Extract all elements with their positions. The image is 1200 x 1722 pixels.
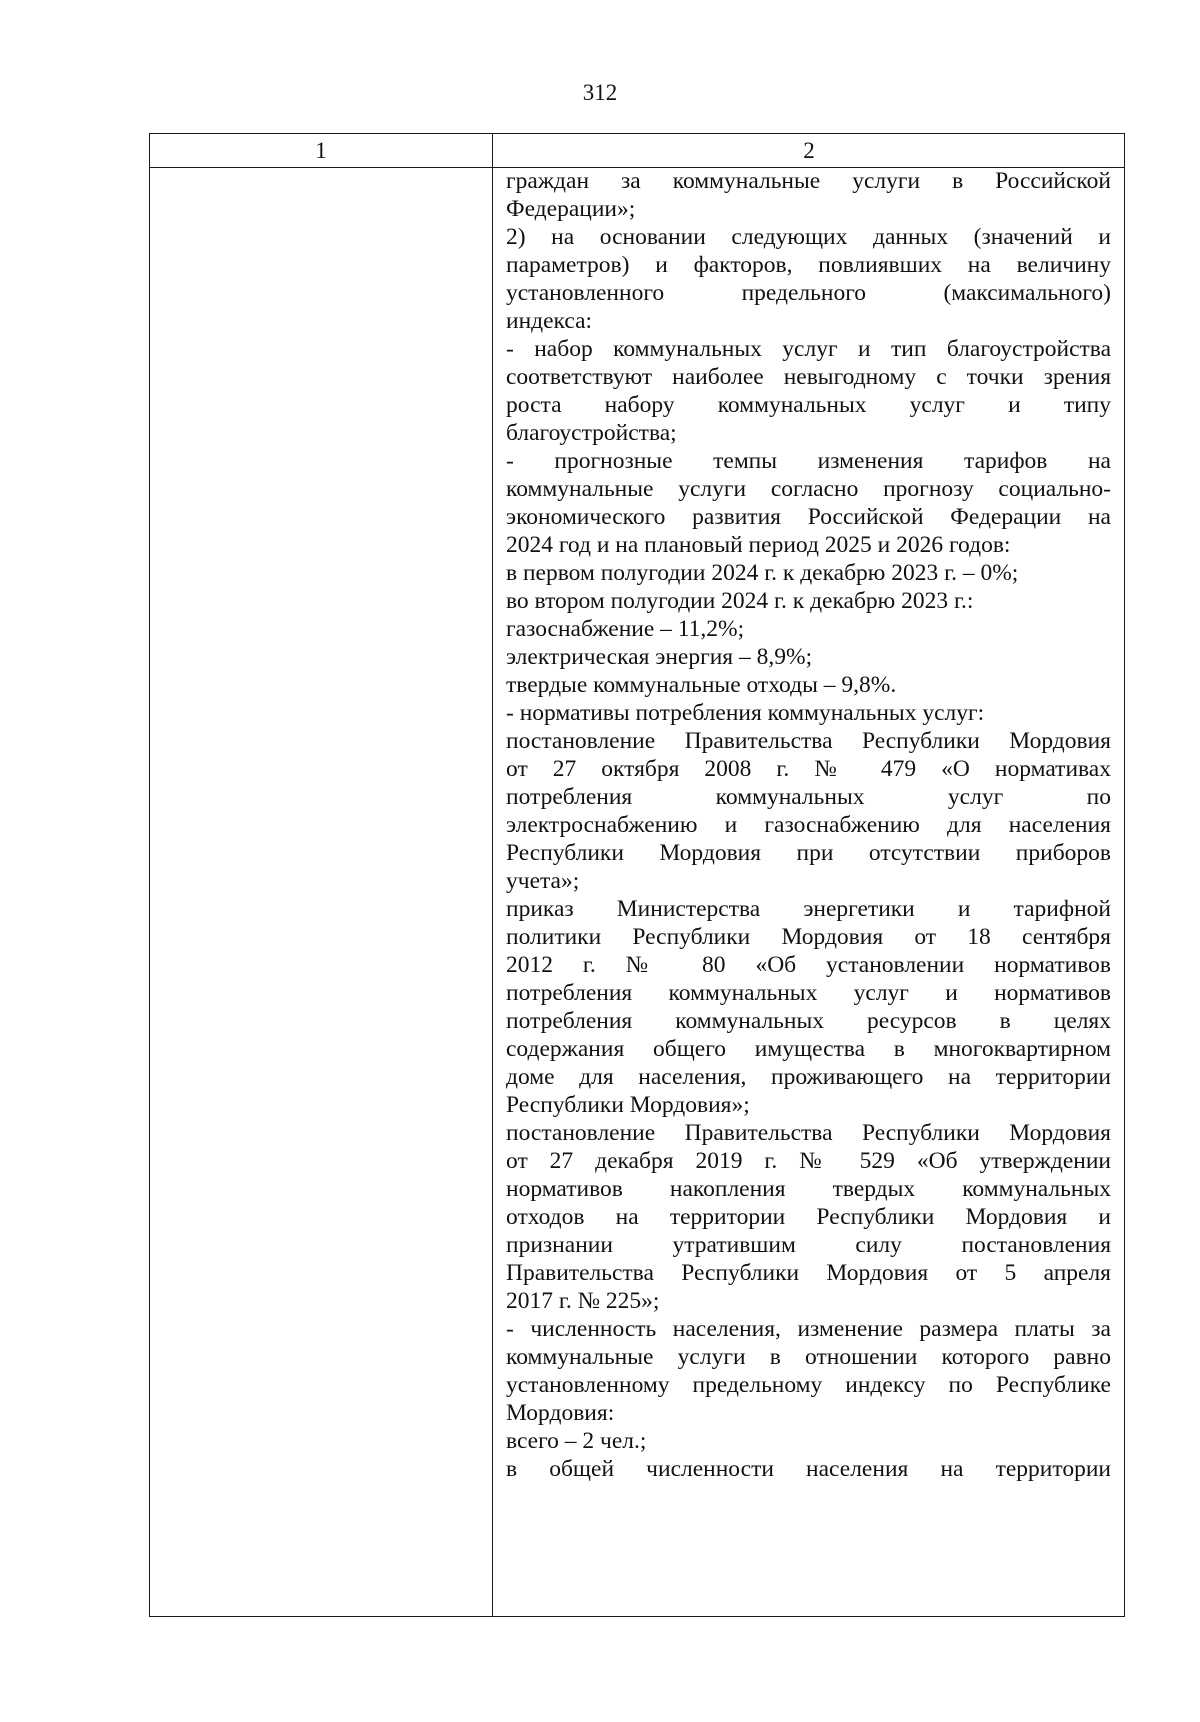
text-line: нормативов накопления твердых коммунальных	[506, 1176, 1111, 1202]
text-line: всего – 2 чел.;	[506, 1428, 647, 1454]
text-line: 2017 г. № 225»;	[506, 1288, 660, 1314]
text-line: 2024 год и на плановый период 2025 и 2026 годов:	[506, 532, 1011, 558]
column-header-1: 1	[315, 138, 327, 163]
text-line: 2) на основании следующих данных (значений и	[506, 224, 1111, 250]
text-line: отходов на территории Республики Мордовия и	[506, 1204, 1111, 1230]
text-line: соответствуют наиболее невыгодному с точки зрения	[506, 364, 1111, 390]
text-line: потребления коммунальных ресурсов в целях	[506, 1008, 1111, 1034]
text-line: постановление Правительства Республики Мордовия	[506, 728, 1111, 754]
text-line: потребления коммунальных услуг и нормативов	[506, 980, 1111, 1006]
text-line: электроснабжению и газоснабжению для населения	[506, 812, 1111, 838]
text-line: политики Республики Мордовия от 18 сентября	[506, 924, 1111, 950]
text-line: содержания общего имущества в многоквартирном	[506, 1036, 1111, 1062]
text-line: Мордовия:	[506, 1400, 615, 1426]
text-line: твердые коммунальные отходы – 9,8%.	[506, 672, 897, 698]
text-line: от 27 октября 2008 г. № 479 «О нормативах	[506, 756, 1111, 782]
text-line: Республики Мордовия»;	[506, 1092, 750, 1118]
text-line: - набор коммунальных услуг и тип благоустройства	[506, 336, 1111, 362]
text-line: экономического развития Российской Федерации на	[506, 504, 1111, 530]
text-line: индекса:	[506, 308, 593, 334]
text-line: электрическая энергия – 8,9%;	[506, 644, 813, 670]
text-line: коммунальные услуги согласно прогнозу социально-	[506, 476, 1111, 502]
text-line: установленному предельному индексу по Республике	[506, 1372, 1111, 1398]
text-line: постановление Правительства Республики Мордовия	[506, 1120, 1111, 1146]
text-line: доме для населения, проживающего на территории	[506, 1064, 1111, 1090]
table-header-row	[150, 134, 1124, 168]
text-line: в общей численности населения на территории	[506, 1456, 1111, 1482]
text-line: - нормативы потребления коммунальных услуг:	[506, 700, 985, 726]
text-line: от 27 декабря 2019 г. № 529 «Об утверждении	[506, 1148, 1111, 1174]
text-line: учета»;	[506, 868, 580, 894]
text-line: признании утратившим силу постановления	[506, 1232, 1111, 1258]
text-line: - численность населения, изменение размера платы за	[506, 1316, 1111, 1342]
text-line: потребления коммунальных услуг по	[506, 784, 1111, 810]
text-line: во втором полугодии 2024 г. к декабрю 2023 г.:	[506, 588, 974, 614]
text-line: параметров) и факторов, повлиявших на величину	[506, 252, 1111, 278]
text-line: роста набору коммунальных услуг и типу	[506, 392, 1111, 418]
text-line: Федерации»;	[506, 196, 636, 222]
text-line: 2012 г. № 80 «Об установлении нормативов	[506, 952, 1111, 978]
text-line: газоснабжение – 11,2%;	[506, 616, 745, 642]
text-line: приказ Министерства энергетики и тарифной	[506, 896, 1111, 922]
text-line: граждан за коммунальные услуги в Российской	[506, 168, 1111, 194]
column-header-2: 2	[803, 138, 815, 163]
text-line: в первом полугодии 2024 г. к декабрю 2023 г. – 0%;	[506, 560, 1019, 586]
column-divider	[492, 134, 493, 1616]
text-line: Республики Мордовия при отсутствии приборов	[506, 840, 1111, 866]
text-line: - прогнозные темпы изменения тарифов на	[506, 448, 1111, 474]
text-line: благоустройства;	[506, 420, 677, 446]
text-line: Правительства Республики Мордовия от 5 апреля	[506, 1260, 1111, 1286]
column-2-text-cell	[506, 167, 1111, 1483]
text-line: установленного предельного (максимального)	[506, 280, 1111, 306]
text-line: коммунальные услуги в отношении которого равно	[506, 1344, 1111, 1370]
document-table	[149, 133, 1125, 1617]
page-number: 312	[582, 80, 618, 105]
